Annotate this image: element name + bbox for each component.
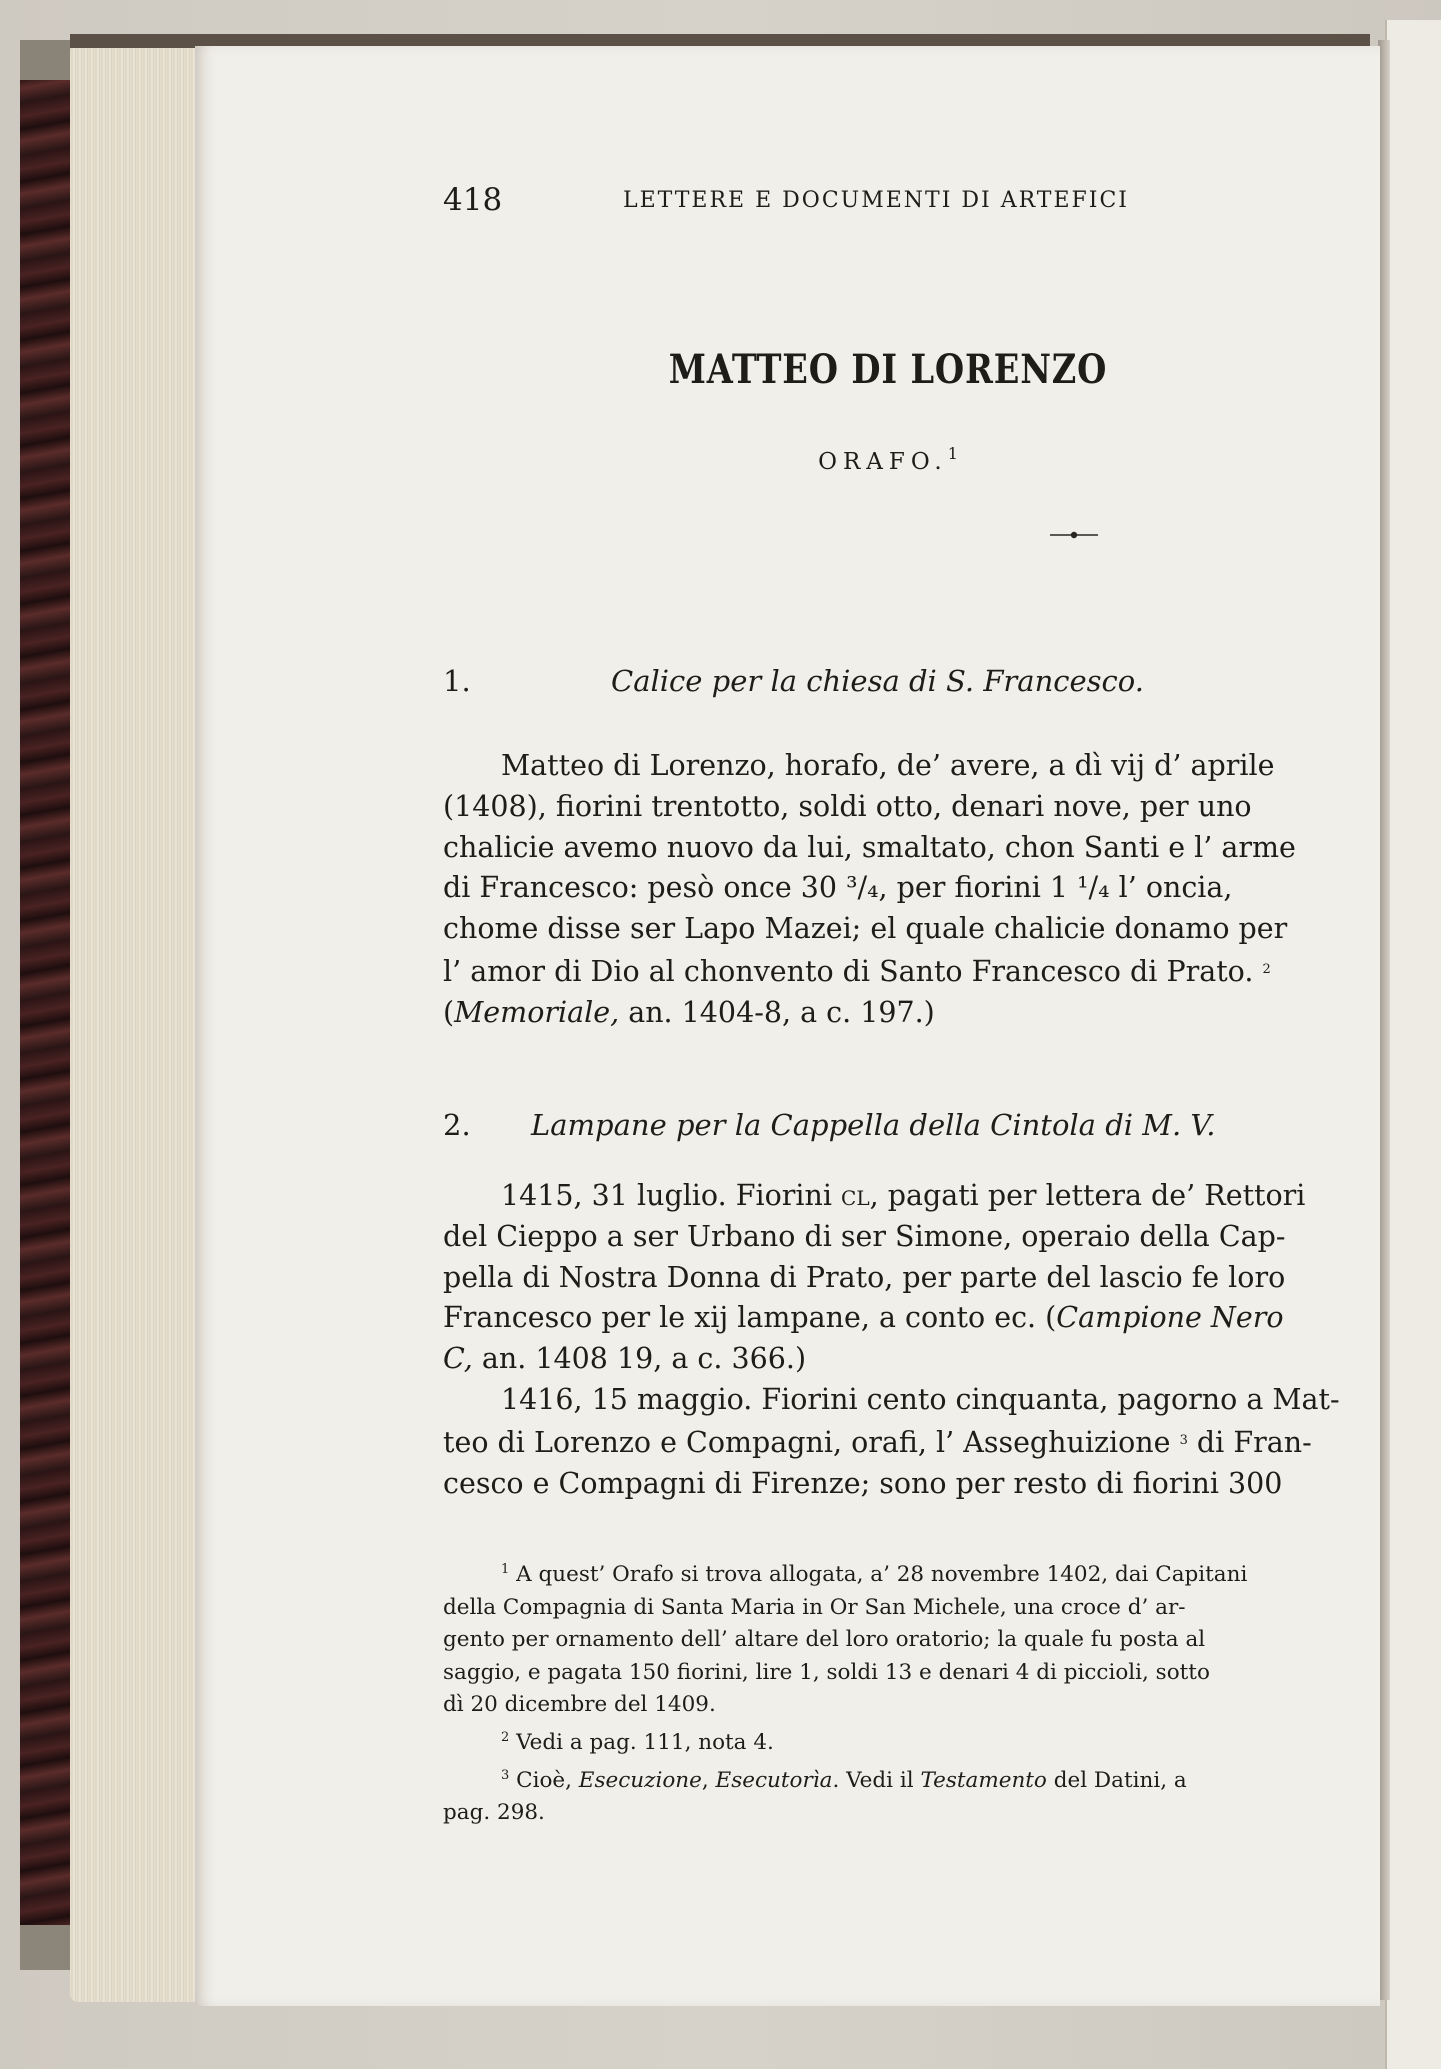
footnote-text: Vedi a pag. 111, nota 4.: [516, 1729, 774, 1755]
footnote-text: Cioè,: [516, 1767, 579, 1793]
section-title: Lampane per la Cappella della Cintola di M. V.: [531, 1108, 1216, 1142]
chapter-title: MATTEO DI LORENZO: [668, 346, 1108, 393]
citation-source: C,: [443, 1342, 473, 1376]
footnote-mark: 1: [501, 1562, 510, 1577]
text-line: [443, 1298, 1333, 1339]
text-line: pella di Nostra Donna di Prato, per parte del lascio fe loro: [443, 1260, 1286, 1294]
page-stack-edge: [70, 42, 210, 2002]
footnote-mark: 3: [501, 1767, 510, 1783]
citation-open: (: [443, 995, 455, 1029]
ornament-divider-icon: [1050, 528, 1098, 542]
page-content: [195, 46, 1380, 2006]
running-head: [443, 182, 1333, 222]
text-segment: , pagati per lettera de’ Rettori: [869, 1179, 1306, 1212]
footnote-line: [443, 1554, 1333, 1592]
text-segment: 1415, 31 luglio. Fiorini: [501, 1179, 842, 1212]
text-line: [443, 1176, 1333, 1217]
footnote-text: del Datini, a: [1046, 1767, 1187, 1793]
footnotes: [443, 1554, 1333, 1830]
footnote-text: ,: [701, 1767, 716, 1793]
citation-source: Memoriale,: [454, 995, 620, 1029]
footnote-ref: 3: [1179, 1432, 1188, 1448]
footnote-line: della Compagnia di Santa Maria in Or San Michele, una croce d’ ar-: [443, 1594, 1186, 1620]
citation-ref: an. 1408 19, a c. 366.): [472, 1342, 807, 1376]
subtitle-note-ref: 1: [947, 444, 958, 463]
citation-ref: an. 1404-8, a c. 197.): [619, 995, 935, 1029]
footnote-line: saggio, e pagata 150 fiorini, lire 1, soldi 13 e denari 4 di piccioli, sotto: [443, 1659, 1210, 1685]
text-line: [443, 950, 1333, 993]
book-page: [195, 46, 1380, 2006]
page-number: 418: [443, 182, 503, 218]
text-line: chalicie avemo nuovo da lui, smaltato, chon Santi e l’ arme: [443, 830, 1296, 864]
section-2-paragraph-2: [443, 1380, 1340, 1504]
running-title: LETTERE E DOCUMENTI DI ARTEFICI: [623, 188, 1129, 213]
chapter-subtitle: ORAFO.: [818, 449, 948, 475]
footnote-text: A quest’ Orafo si trova allogata, a’ 28 novembre 1402, dai Capitani: [516, 1562, 1248, 1587]
text-line: cesco e Compagni di Firenze; sono per resto di fiorini 300: [443, 1466, 1283, 1500]
citation-line: [443, 993, 1333, 1034]
footnote-italic: Esecutorìa: [715, 1767, 833, 1793]
text-segment: teo di Lorenzo e Compagni, orafi, l’ Asseghuizione: [443, 1425, 1171, 1459]
section-number: 1.: [443, 664, 471, 698]
text-line: [443, 1339, 1333, 1380]
footnote-line: [443, 1722, 1333, 1760]
section-title: Calice per la chiesa di S. Francesco.: [611, 664, 1144, 698]
section-2-paragraph-1: [443, 1176, 1333, 1380]
text-segment: Francesco per le xij lampane, a conto ec. (: [443, 1301, 1057, 1335]
roman-numeral: cl: [841, 1179, 870, 1212]
footnote-ref: 2: [1262, 961, 1271, 977]
section-1-paragraph: [443, 746, 1333, 1034]
citation-source: Campione Nero: [1056, 1301, 1284, 1335]
text-line: del Cieppo a ser Urbano di ser Simone, operaio della Cap-: [443, 1219, 1286, 1253]
text-line: di Francesco: pesò once 30 ³/₄, per fiorini 1 ¹/₄ l’ oncia,: [443, 871, 1233, 905]
footnote-italic: Testamento: [920, 1767, 1047, 1793]
footnote-italic: Esecuzione: [578, 1767, 702, 1793]
footnote-mark: 2: [501, 1729, 510, 1745]
chapter-subtitle-line: [443, 444, 1333, 475]
text-line: chome disse ser Lapo Mazei; el quale chalicie donamo per: [443, 912, 1288, 946]
footnote-text: . Vedi il: [832, 1767, 921, 1793]
text-segment: di Fran-: [1187, 1425, 1312, 1459]
footnote-line: dì 20 dicembre del 1409.: [443, 1692, 716, 1718]
footnote-line: gento per ornamento dell’ altare del loro oratorio; la quale fu posta al: [443, 1627, 1206, 1653]
text-line: 1416, 15 maggio. Fiorini cento cinquanta, pagorno a Mat-: [501, 1383, 1340, 1416]
facing-page-edge: [1385, 20, 1441, 2069]
section-number: 2.: [443, 1108, 471, 1142]
text-line: Matteo di Lorenzo, horafo, de’ avere, a dì vij d’ aprile: [501, 749, 1275, 782]
footnote-line: pag. 298.: [443, 1800, 545, 1826]
footnote-line: [443, 1760, 1333, 1798]
text-line: [443, 1421, 1333, 1464]
text-segment: l’ amor di Dio al chonvento di Santo Francesco di Prato.: [443, 954, 1254, 988]
text-line: (1408), fiorini trentotto, soldi otto, denari nove, per uno: [443, 789, 1252, 823]
